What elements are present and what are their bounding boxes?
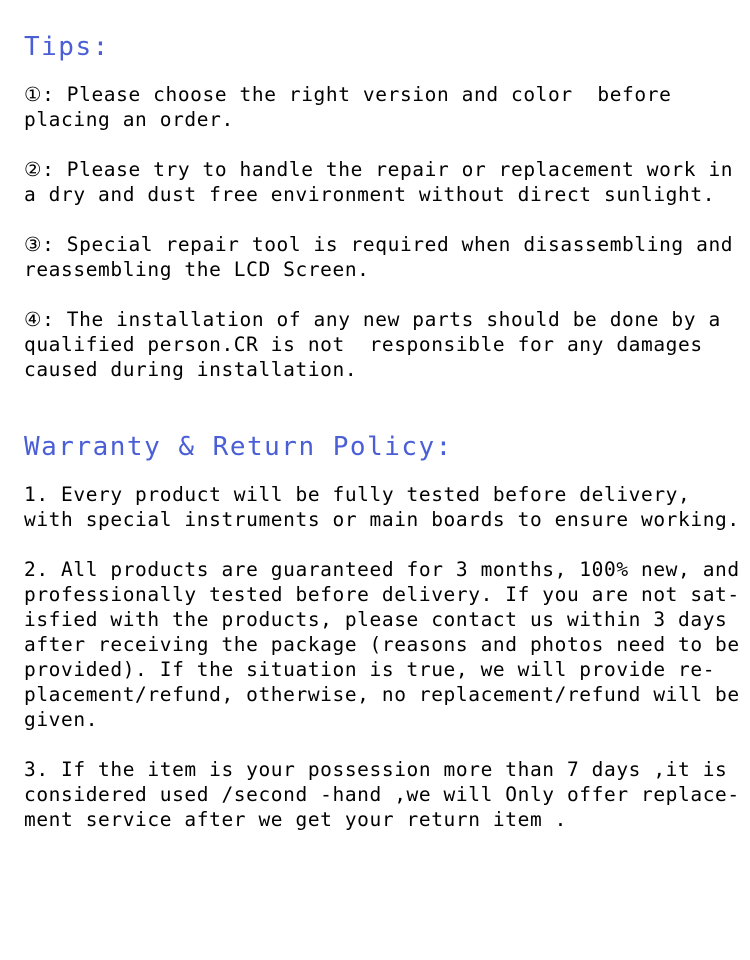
tips-item-3-line-2: reassembling the LCD Screen. — [24, 258, 370, 281]
tips-heading: Tips: — [24, 32, 110, 62]
warranty-item-2-line-7: given. — [24, 708, 99, 731]
tips-item-1-line-1: ①: Please choose the right version and color before — [24, 83, 672, 106]
warranty-item-2-line-3: isfied with the products, please contact us within 3 days — [24, 608, 728, 631]
tips-item-2-line-1: ②: Please try to handle the repair or replacement work in — [24, 158, 734, 181]
warranty-item-2-line-2: professionally tested before delivery. If you are not sat- — [24, 583, 740, 606]
warranty-item-1-line-2: with special instruments or main boards to ensure working. — [24, 508, 740, 531]
tips-item-4-line-3: caused during installation. — [24, 358, 358, 381]
tips-item-1-line-2: placing an order. — [24, 108, 234, 131]
warranty-item-3-line-2: considered used /second -hand ,we will Only offer replace- — [24, 783, 740, 806]
tips-item-4-line-1: ④: The installation of any new parts should be done by a — [24, 308, 721, 331]
warranty-item-2-line-4: after receiving the package (reasons and photos need to be — [24, 633, 740, 656]
warranty-item-3-line-3: ment service after we get your return item . — [24, 808, 567, 831]
warranty-item-2-line-5: provided). If the situation is true, we will provide re- — [24, 658, 716, 681]
tips-item-3-line-1: ③: Special repair tool is required when disassembling and — [24, 233, 734, 256]
warranty-item-3-line-1: 3. If the item is your possession more than 7 days ,it is — [24, 758, 728, 781]
tips-item-2-line-2: a dry and dust free environment without direct sunlight. — [24, 183, 716, 206]
warranty-item-2-line-6: placement/refund, otherwise, no replacement/refund will be — [24, 683, 740, 706]
warranty-item-1-line-1: 1. Every product will be fully tested before delivery, — [24, 483, 691, 506]
tips-item-4-line-2: qualified person.CR is not responsible for any damages — [24, 333, 703, 356]
warranty-item-2-line-1: 2. All products are guaranteed for 3 months, 100% new, and — [24, 558, 740, 581]
warranty-heading: Warranty & Return Policy: — [24, 432, 453, 462]
